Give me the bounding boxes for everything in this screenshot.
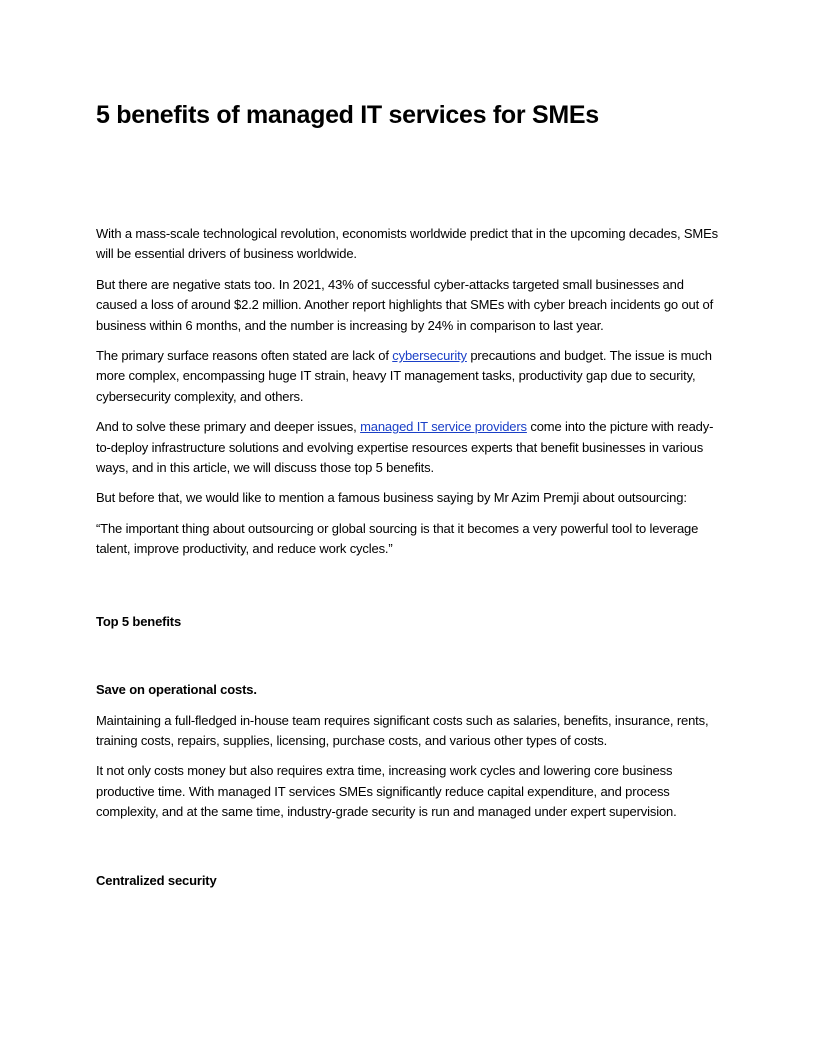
costs-paragraph: Maintaining a full-fledged in-house team requires significant costs such as salaries, benefits, insurance, rents, training costs, repairs, supplies, licensing, purchase costs, and various other types of costs. (96, 712, 709, 748)
text: come into the picture with ready-to-deploy infrastructure solutions and evolving expertise resources experts that benefit businesses in various ways, and in this article, we will discuss those top 5 benefits. (96, 419, 714, 476)
text: precautions and budget. The issue is much more complex, encompassing huge IT strain, heavy IT management tasks, productivity gap due to security, cybersecurity complexity, and others. (96, 348, 712, 404)
stats-paragraph: But there are negative stats too. In 2021, 43% of successful cyber-attacks targeted small businesses and caused a loss of around $2.2 million. Another report highlights that SMEs with cyber breach incidents go out of business within 6 months, and the number is increasing by 24% in comparison to last year. (96, 276, 714, 333)
solution-paragraph (96, 417, 726, 478)
text: The primary surface reasons often stated are lack of (96, 348, 393, 364)
premji-intro-paragraph: But before that, we would like to mention a famous business saying by Mr Azim Premji about outsourcing: (96, 490, 687, 506)
article-body (96, 224, 726, 901)
section-heading-save-costs: Save on operational costs. (96, 682, 257, 698)
section-heading-top5: Top 5 benefits (96, 613, 182, 629)
surface-reasons-paragraph (96, 346, 726, 407)
time-paragraph: It not only costs money but also requires extra time, increasing work cycles and lowering core business productive time. With managed IT services SMEs significantly reduce capital expenditure, and process complexity, and at the same time, industry-grade security is run and managed under expert supervision. (96, 763, 677, 820)
page-title: 5 benefits of managed IT services for SMEs (96, 101, 599, 129)
intro-paragraph: With a mass-scale technological revolution, economists worldwide predict that in the upcoming decades, SMEs will be essential drivers of business worldwide. (96, 226, 718, 262)
managed-it-providers-link[interactable]: managed IT service providers (360, 419, 527, 435)
text: And to solve these primary and deeper issues, (96, 419, 361, 435)
cybersecurity-link[interactable]: cybersecurity (392, 348, 467, 364)
quote-paragraph: “The important thing about outsourcing or global sourcing is that it becomes a very powerful tool to leverage talent, improve productivity, and reduce work cycles.” (96, 520, 699, 557)
section-heading-centralized-security: Centralized security (96, 872, 217, 888)
